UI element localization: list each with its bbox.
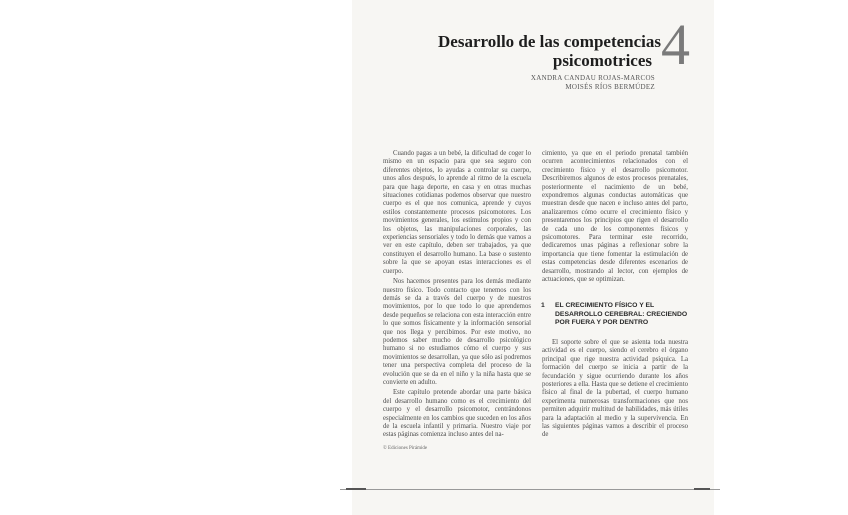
authors xyxy=(500,74,655,92)
right-text-column-bottom xyxy=(542,339,688,457)
section-number: 1 xyxy=(541,302,545,309)
chapter-title xyxy=(438,32,662,70)
right-text-column-top xyxy=(542,150,688,290)
scan-mark xyxy=(694,488,710,490)
section-heading xyxy=(541,302,691,328)
scan-mark xyxy=(346,488,366,490)
chapter-title-line-2: psicomotrices xyxy=(552,51,652,70)
paragraph: El soporte sobre el que se asienta toda nuestra actividad es el cuerpo, siendo el cerebro el órgano principal que rige nuestra actividad psíquica. La formación del cuerpo se inicia a partir de la fecundación y sigue ocurriendo durante los años posteriores a ella. Hasta que se detiene el crecimiento físico al final de la pubertad, el cuerpo humano experimenta numerosas transformaciones que nos permiten adquirir multitud de habilidades, más útiles para la adaptación al medio y la supervivencia. En las siguientes páginas vamos a describir el proceso de xyxy=(542,339,688,439)
paragraph: Este capítulo pretende abordar una parte básica del desarrollo humano como es el crecimiento del cuerpo y el desarrollo psicomotor, centrándonos especialmente en los cambios que suceden en los años de la escuela infantil y primaria. Nuestro viaje por estas páginas comienza incluso antes del na- xyxy=(383,389,531,439)
section-title: EL CRECIMIENTO FÍSICO Y EL DESARROLLO CEREBRAL: CRECIENDO POR FUERA Y POR DENTRO xyxy=(555,302,688,326)
author-1: XANDRA CANDAU ROJAS-MARCOS xyxy=(530,74,655,82)
paragraph: Cuando pagas a un bebé, la dificultad de coger lo mismo en un espacio para que sea seguro con diferentes objetos, lo ayudas a controlar su cuerpo, unos años después, lo aprende al ritmo de la escuela para que haga deporte, en casa y en otras muchas situaciones cotidianas podemos observar que nuestro cuerpo es el que nos comunica, aprende y cuyos estilos constantemente procesos psicomotores. Los movimientos generales, los estímulos propios y con los objetos, las manipulaciones corporales, las experiencias sensoriales y todo lo demás que vamos a ver en este capítulo, deben ser trabajados, ya que constituyen el desarrollo humano. La base o sustento sobre la que se apoyan estas interacciones es el cuerpo. xyxy=(383,150,531,275)
page-bottom-edge xyxy=(340,489,720,490)
left-text-column xyxy=(383,150,531,440)
copyright-note: © Ediciones Pirámide xyxy=(383,446,428,451)
chapter-title-line-1: Desarrollo de las competencias xyxy=(438,32,662,51)
paragraph: cimiento, ya que en el periodo prenatal también ocurren acontecimientos relacionados con el crecimiento físico y el desarrollo psicomotor. Describiremos algunos de estos procesos prenatales, posteriormente el nacimiento de un bebé, expondremos algunas conductas automáticas que muestran desde que nacen e incluso antes del parto, analizaremos cómo ocurre el crecimiento físico y presentaremos los principios que rigen el desarrollo de cada uno de los componentes físicos y psicomotores. Para terminar este recorrido, dedicaremos unas páginas a reflexionar sobre la importancia que tiene fomentar la estimulación de estas competencias desde diferentes escenarios de desarrollo, mostrando al lector, con ejemplos de actuaciones, que se optimizan. xyxy=(542,150,688,284)
paragraph: Nos hacemos presentes para los demás mediante nuestro físico. Todo contacto que tenemos con los demás se da a través del cuerpo y de nuestros movimientos, por lo que todo lo que aprendemos desde pequeños se relaciona con esta interacción entre lo que somos físicamente y la información sensorial que nos llega y percibimos. Por este motivo, no podemos saber mucho de desarrollo psicológico humano si no estudiamos cómo el cuerpo y sus movimientos se desarrollan, ya que sólo así podremos tener una perspectiva completa del proceso de la evolución que se da en el niño y la niña hasta que se convierte en adulto. xyxy=(383,278,531,386)
chapter-number: 4 xyxy=(661,12,690,77)
author-2: MOISÉS RÍOS BERMÚDEZ xyxy=(565,83,655,91)
